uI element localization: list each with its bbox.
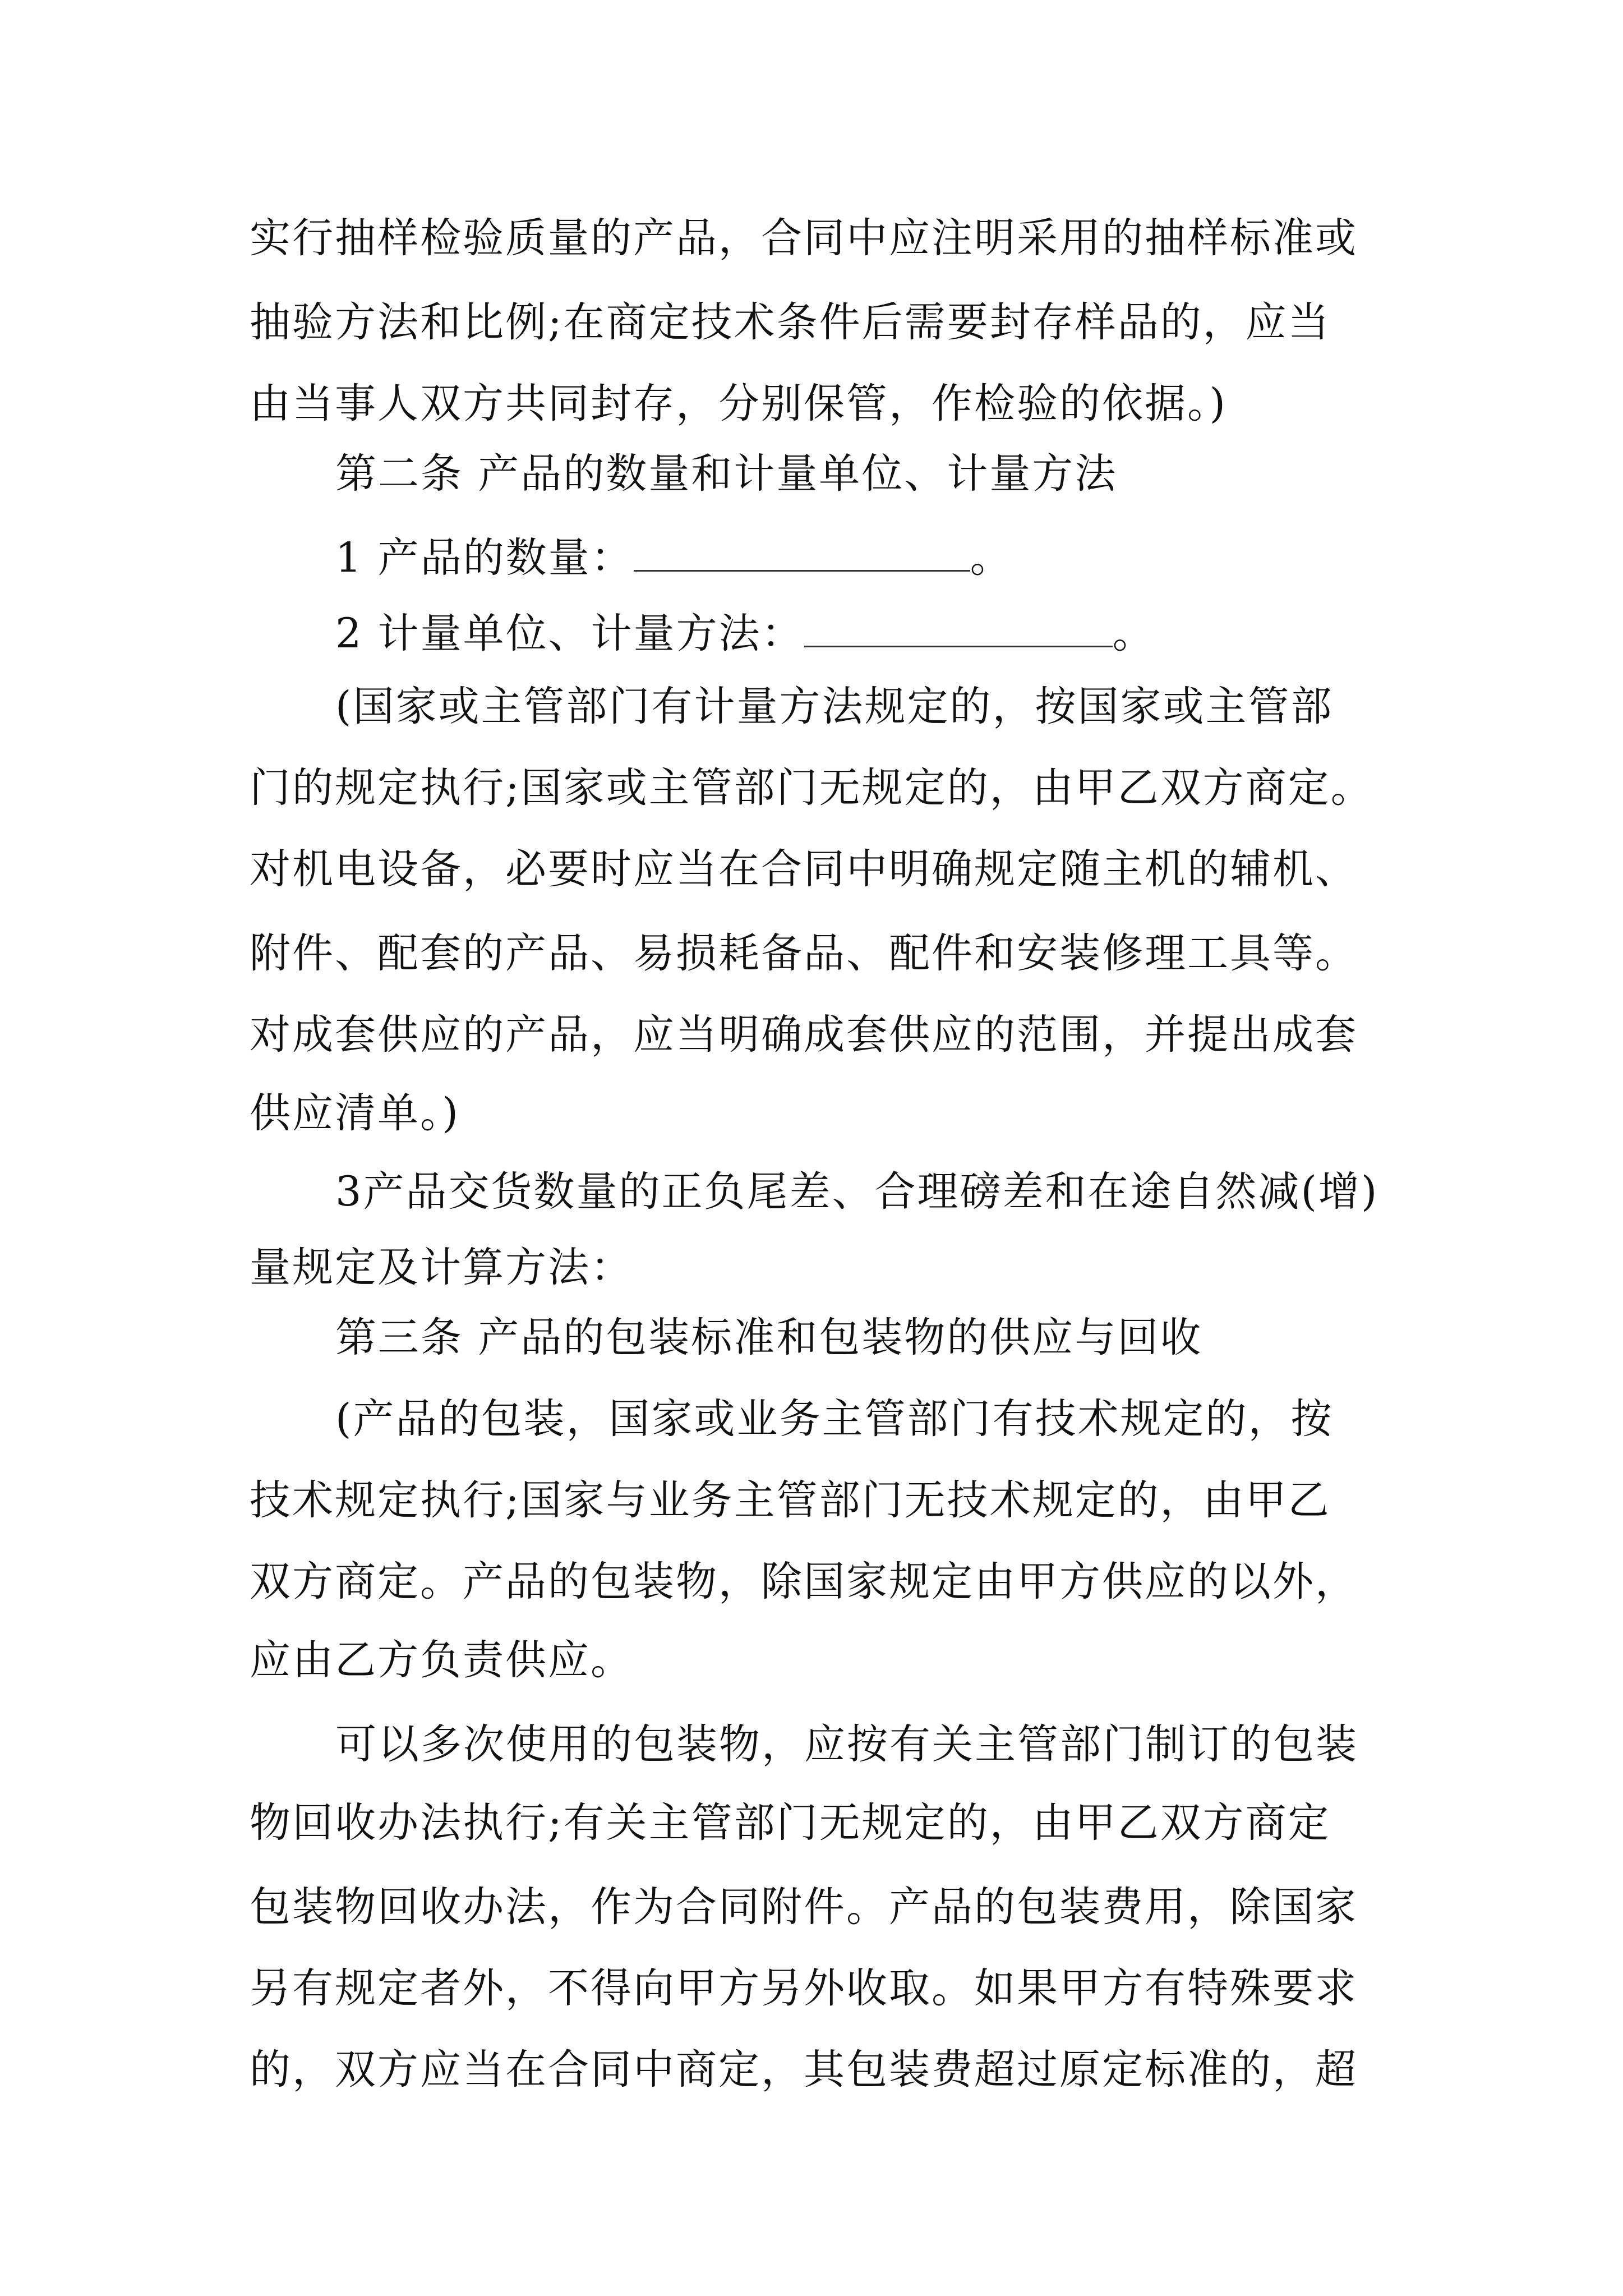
text-line-23: 物回收办法执行;有关主管部门无规定的，由甲乙双方商定 xyxy=(250,1799,1331,1847)
text-line-24: 包装物回收办法，作为合同附件。产品的包装费用，除国家 xyxy=(250,1883,1358,1931)
quantity-period: 。 xyxy=(970,534,1013,582)
quantity-field xyxy=(335,530,1013,586)
quantity-label: 1 产品的数量： xyxy=(335,534,634,582)
text-line-14: 供应清单。) xyxy=(250,1089,460,1137)
text-line-12: 附件、配套的产品、易损耗备品、配件和安装修理工具等。 xyxy=(250,930,1358,977)
text-line-11: 对机电设备，必要时应当在合同中明确规定随主机的辅机、 xyxy=(250,845,1358,893)
text-line-15: 3产品交货数量的正负尾差、合理磅差和在途自然减(增) xyxy=(335,1168,1379,1216)
text-line-13: 对成套供应的产品，应当明确成套供应的范围，并提出成套 xyxy=(250,1011,1358,1059)
text-line-1: 实行抽样检验质量的产品，合同中应注明采用的抽样标准或 xyxy=(250,214,1358,262)
unit-method-period: 。 xyxy=(1112,610,1155,657)
unit-method-label: 2 计量单位、计量方法： xyxy=(335,610,804,657)
article-2-heading: 第二条 产品的数量和计量单位、计量方法 xyxy=(335,450,1118,498)
text-line-21: 应由乙方负责供应。 xyxy=(250,1636,633,1684)
text-line-9: (国家或主管部门有计量方法规定的，按国家或主管部 xyxy=(335,683,1334,730)
text-line-25: 另有规定者外，不得向甲方另外收取。如果甲方有特殊要求 xyxy=(250,1964,1358,2012)
text-line-2: 抽验方法和比例;在商定技术条件后需要封存样品的，应当 xyxy=(250,298,1331,346)
unit-method-blank xyxy=(804,611,1113,647)
text-line-18: (产品的包装，国家或业务主管部门有技术规定的，按 xyxy=(335,1395,1334,1443)
text-line-26: 的，双方应当在合同中商定，其包装费超过原定标准的，超 xyxy=(250,2046,1358,2093)
text-line-3: 由当事人双方共同封存，分别保管，作检验的依据。) xyxy=(250,380,1227,427)
text-line-10: 门的规定执行;国家或主管部门无规定的，由甲乙双方商定。 xyxy=(250,764,1373,812)
text-line-16: 量规定及计算方法： xyxy=(250,1244,633,1291)
unit-method-field xyxy=(335,606,1155,662)
text-line-22: 可以多次使用的包装物，应按有关主管部门制订的包装 xyxy=(335,1720,1358,1768)
quantity-blank xyxy=(634,535,970,572)
text-line-20: 双方商定。产品的包装物，除国家规定由甲方供应的以外， xyxy=(250,1558,1358,1605)
text-line-19: 技术规定执行;国家与业务主管部门无技术规定的，由甲乙 xyxy=(250,1476,1331,1524)
article-3-heading: 第三条 产品的包装标准和包装物的供应与回收 xyxy=(335,1314,1203,1361)
